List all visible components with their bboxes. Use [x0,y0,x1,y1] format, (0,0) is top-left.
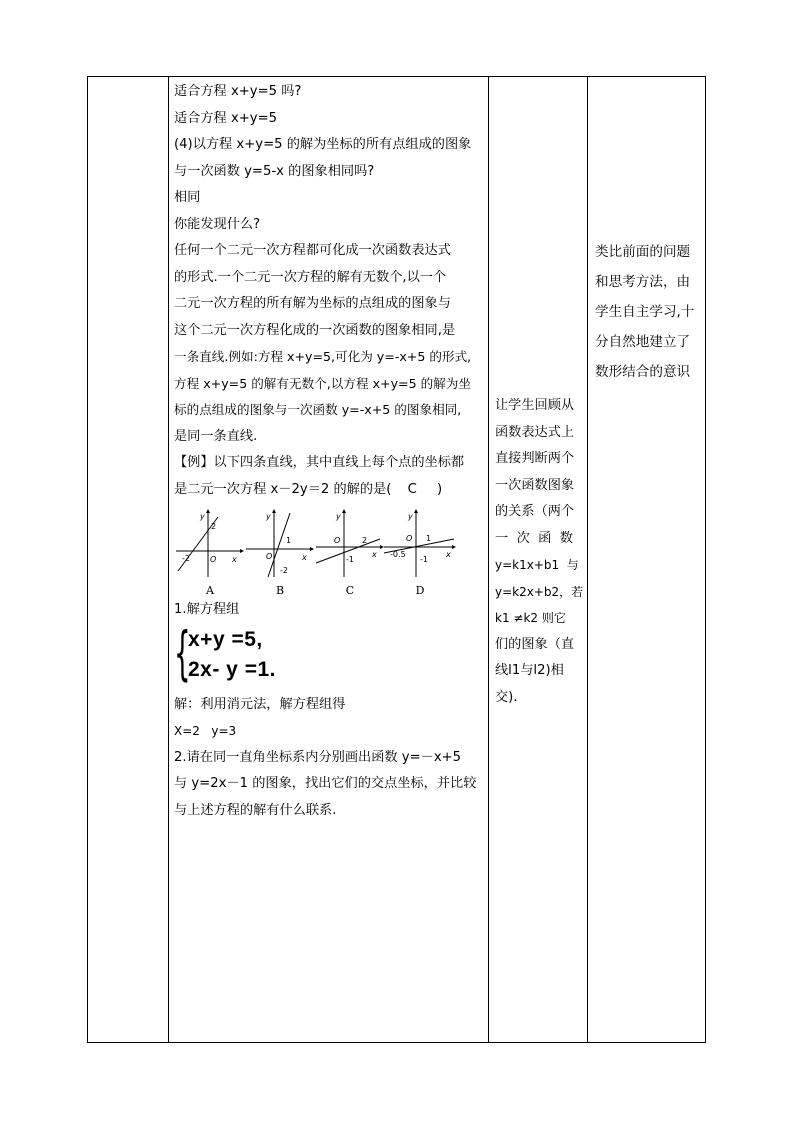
text-line: 适合方程 x+y=5 [174,110,278,126]
solution-values: X=2 y=3 [174,724,237,738]
graph-b-mark: x [302,553,307,562]
graph-d-mark: -0.5 [390,550,406,559]
graph-a-plot [174,507,246,579]
graph-b-mark: -2 [280,566,288,575]
note-line: 数形结合的意识 [595,364,691,380]
example-question [174,477,486,504]
question-2-line: 2.请在同一直角坐标系内分别画出函数 y=－x+5 [174,749,462,765]
answer-graphs [174,507,486,597]
design-intent-column [495,393,593,711]
question-2-line: 与上述方程的解有什么联系. [174,802,337,818]
intent-line: 的关系（两个 [495,504,575,519]
graph-d-mark: O [406,534,413,543]
intent-line: y=k1x+b1 与 [495,558,579,572]
graph-a-mark: O [210,555,217,564]
text-line: 的形式.一个二元一次方程的解有无数个,以一个 [174,269,447,285]
graph-d [382,507,458,597]
graph-d-mark: -1 [420,555,428,564]
graph-c-mark: -1 [346,555,354,564]
intent-line: 一 次 函 数 [495,530,573,546]
brace-symbol: { [174,618,191,687]
intent-line: 直接判断两个 [495,451,575,466]
question-1-title: 1.解方程组 [174,602,240,617]
graph-d-label: D [415,584,425,597]
intent-line: 交). [495,689,518,705]
intent-line: 让学生回顾从 [495,398,575,413]
graph-c [314,507,386,597]
intent-line: 一次函数图象 [495,477,575,493]
text-line: 适合方程 x+y=5 吗? [174,84,302,99]
column-divider [488,77,489,1042]
example-question-text: 是二元一次方程 x－2y＝2 的解的是( [174,481,392,497]
graph-b-mark: y [266,512,271,521]
equation-1: x+y =5, [188,627,263,651]
solution-lead: 解：利用消元法，解方程组得 [174,696,346,712]
text-line: 任何一个二元一次方程都可化成一次函数表达式 [174,243,451,258]
text-line: 你能发现什么? [174,216,261,232]
intent-line: 函数表达式上 [495,424,575,440]
graph-c-plot [314,507,386,579]
note-line: 类比前面的问题 [595,244,691,260]
graph-c-mark: O [334,536,341,545]
graph-d-mark: x [446,550,451,559]
graph-d-mark: 1 [426,534,432,543]
intent-line: 线l1与l2)相 [495,663,564,678]
graph-b [244,507,316,597]
question-2-line: 与 y=2x－1 的图象，找出它们的交点坐标，并比较 [174,776,477,791]
text-line: 方程 x+y=5 的解有无数个,以方程 x+y=5 的解为坐 [174,375,471,391]
graph-a-label: A [206,584,214,597]
graph-b-label: B [275,584,285,597]
text-line: 一条直线.例如:方程 x+y=5,可化为 y=-x+5 的形式, [174,349,472,364]
main-content [174,79,486,824]
text-line: 【例】以下四条直线，其中直线上每个点的坐标都 [174,455,465,470]
graph-c-mark: x [372,550,377,559]
graph-d-mark: y [408,512,413,521]
example-paren: ) [436,481,443,497]
graph-c-mark: y [336,512,341,521]
notes-column [595,237,703,387]
column-divider [168,77,169,1042]
equation-2: 2x- y =1. [188,657,276,681]
text-line: 是同一条直线. [174,428,258,444]
text-line: (4)以方程 x+y=5 的解为坐标的所有点组成的图象 [174,137,472,152]
graph-b-mark: 1 [286,536,292,545]
graph-b-mark: O [266,552,273,561]
lesson-table [87,76,706,1043]
text-line: 标的点组成的图象与一次函数 y=-x+5 的图象相同, [174,402,462,417]
note-line: 学生自主学习,十 [595,304,695,320]
graph-c-label: C [345,584,355,597]
equation-system [174,618,486,688]
graph-b-plot [244,507,316,579]
graph-c-mark: 2 [362,536,368,545]
example-answer: C [407,481,417,497]
graph-a-mark: 2 [211,522,217,531]
intent-line: k1 ≠k2 则它 [495,611,566,625]
text-line: 这个二元一次方程化成的一次函数的图象相同,是 [174,322,456,338]
graph-a-mark: x [232,555,237,564]
note-line: 分自然地建立了 [595,334,691,350]
text-line: 与一次函数 y=5-x 的图象相同吗? [174,163,375,179]
intent-line: 们的图象（直 [495,636,575,652]
text-line: 二元一次方程的所有解为坐标的点组成的图象与 [174,296,451,311]
intent-line: y=k2x+b2，若 [495,584,584,599]
graph-d-plot [382,507,458,579]
graph-a [174,507,246,597]
graph-a-mark: y [200,512,205,521]
note-line: 和思考方法，由 [595,274,691,290]
text-line: 相同 [174,190,201,205]
graph-a-mark: -2 [182,554,190,563]
